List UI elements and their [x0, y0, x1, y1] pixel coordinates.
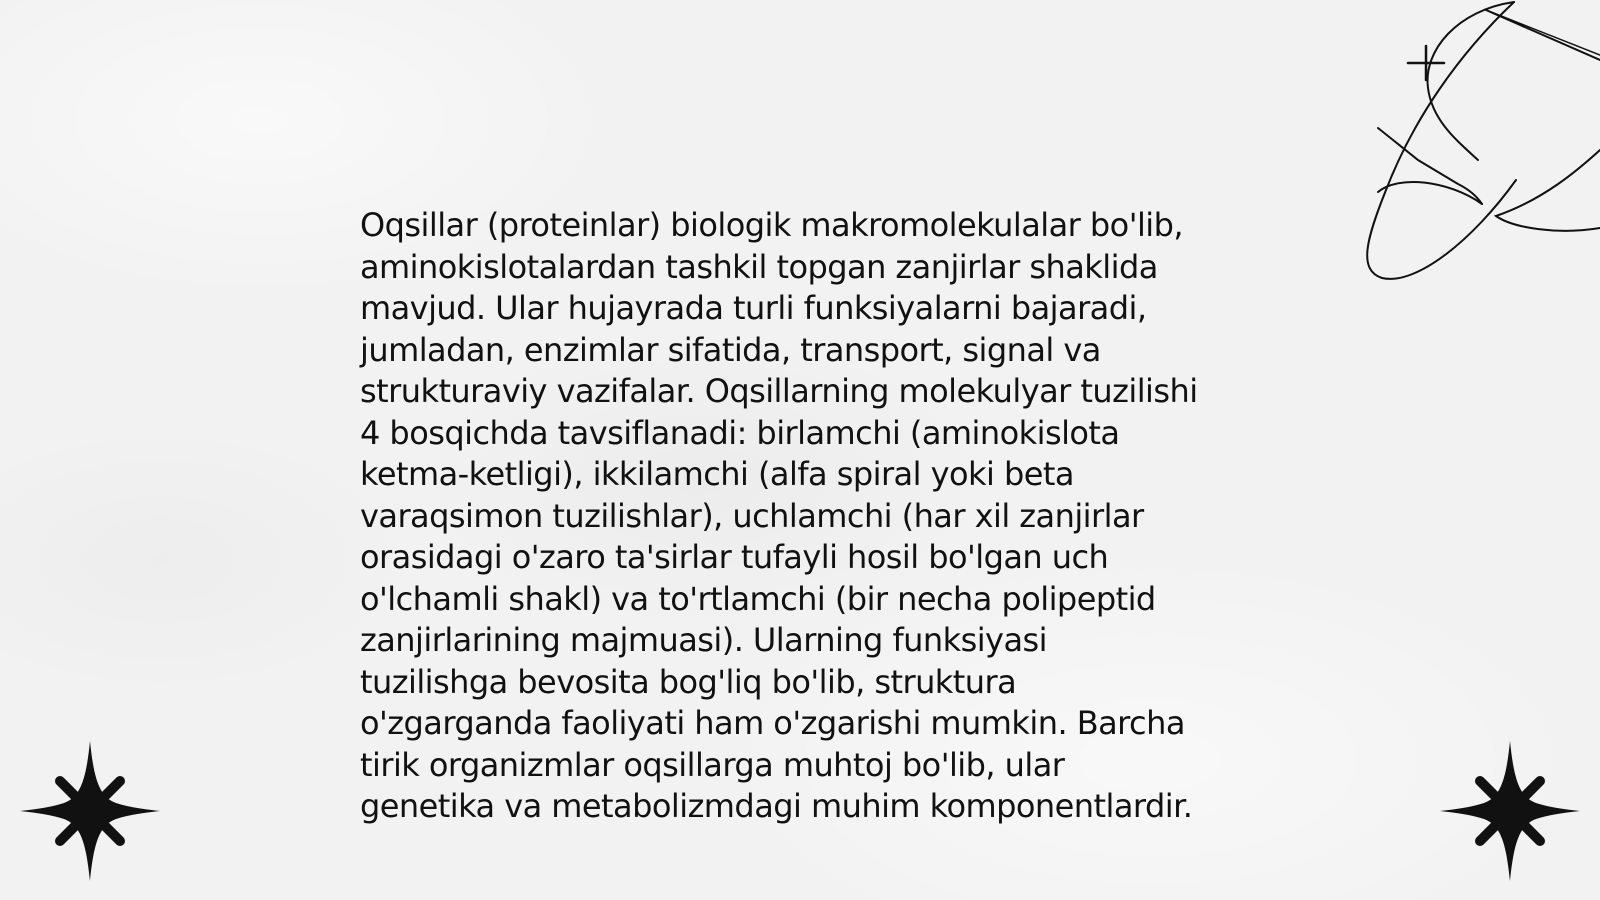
four-point-star-icon: [1440, 741, 1580, 881]
four-point-star-icon: [20, 741, 160, 881]
orbit-sparkle-icon: [1338, 0, 1600, 300]
body-text: Oqsillar (proteinlar) biologik makromolekulalar bo'lib, aminokislotalardan tashkil topgan zanjirlar shaklida mavjud. Ular hujayrada turli funksiyalarni bajaradi, jumladan, enzimlar sifatida, transport, signal va strukturaviy vazifalar. Oqsillarning molekulyar tuzilishi 4 bosqichda tavsiflanadi: birlamchi (aminokislota ketma-ketligi), ikkilamchi (alfa spiral yoki beta varaqsimon tuzilishlar), uchlamchi (har xil zanjirlar orasidagi o'zaro ta'sirlar tufayli hosil bo'lgan uch o'lchamli shakl) va to'rtlamchi (bir necha polipeptid zanjirlarining majmuasi). Ularning funksiyasi tuzilishga bevosita bog'liq bo'lib, struktura o'zgarganda faoliyati ham o'zgarishi mumkin. Barcha tirik organizmlar oqsillarga muhtoj bo'lib, ular genetika va metabolizmdagi muhim komponentlardir.: [360, 206, 1198, 825]
